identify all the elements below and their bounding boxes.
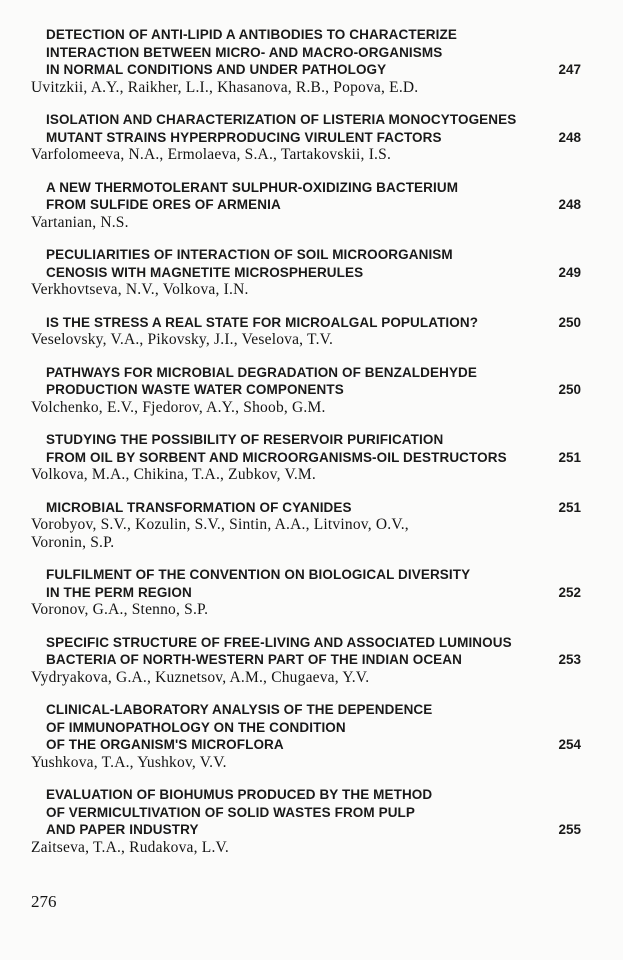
entry-title-row (31, 111, 581, 146)
entry-title (31, 701, 550, 754)
entry-title-row (31, 499, 581, 517)
entry-title (31, 431, 550, 466)
title-line: PATHWAYS FOR MICROBIAL DEGRADATION OF BENZALDEHYDE (46, 364, 478, 380)
entry-page-number: 249 (558, 264, 581, 280)
entry-title-row (31, 566, 581, 601)
author-line: Voronov, G.A., Stenno, S.P. (31, 601, 209, 618)
entry-title (31, 314, 550, 332)
title-line: IN NORMAL CONDITIONS AND UNDER PATHOLOGY (46, 62, 387, 77)
title-line: MUTANT STRAINS HYPERPRODUCING VIRULENT FACTORS (46, 129, 442, 145)
author-line: Veselovsky, V.A., Pikovsky, J.I., Veselova, T.V. (31, 331, 334, 348)
title-line: FROM OIL BY SORBENT AND MICROORGANISMS-OIL DESTRUCTORS (46, 449, 507, 465)
entry-title (31, 499, 550, 517)
title-line: OF VERMICULTIVATION OF SOLID WASTES FROM PULP (46, 804, 415, 820)
entry-title-row (31, 431, 581, 466)
title-line: OF THE ORGANISM'S MICROFLORA (46, 737, 284, 752)
toc-entry (31, 431, 581, 484)
entry-authors (31, 399, 581, 417)
toc-entry (31, 246, 581, 299)
entry-page-number: 250 (558, 382, 581, 397)
entry-page-number: 254 (558, 737, 581, 752)
title-line: DETECTION OF ANTI-LIPID A ANTIBODIES TO CHARACTERIZE (46, 27, 457, 42)
toc-entries (31, 26, 581, 856)
entry-page-number: 248 (558, 197, 581, 212)
entry-title-row (31, 246, 581, 281)
toc-entry (31, 701, 581, 771)
entry-page-number: 253 (558, 652, 581, 667)
title-line: FROM SULFIDE ORES OF ARMENIA (46, 197, 281, 212)
entry-authors (31, 79, 581, 97)
title-line: CLINICAL-LABORATORY ANALYSIS OF THE DEPENDENCE (46, 702, 433, 717)
entry-page-number: 247 (558, 62, 581, 77)
entry-title-row (31, 701, 581, 754)
title-line: OF IMMUNOPATHOLOGY ON THE CONDITION (46, 719, 346, 735)
entry-authors (31, 281, 581, 299)
entry-title-row (31, 364, 581, 399)
entry-authors (31, 839, 581, 857)
entry-title (31, 26, 550, 79)
title-line: AND PAPER INDUSTRY (46, 822, 199, 837)
title-line: PECULIARITIES OF INTERACTION OF SOIL MICROORGANISM (46, 247, 453, 262)
title-line: CENOSIS WITH MAGNETITE MICROSPHERULES (46, 264, 364, 280)
entry-title (31, 364, 550, 399)
title-line: MICROBIAL TRANSFORMATION OF CYANIDES (46, 499, 352, 515)
entry-title (31, 634, 550, 669)
entry-title (31, 246, 550, 281)
entry-title (31, 179, 550, 214)
toc-entry (31, 634, 581, 687)
author-line: Zaitseva, T.A., Rudakova, L.V. (31, 838, 229, 856)
entry-authors (31, 466, 581, 484)
entry-page-number: 248 (558, 129, 581, 145)
entry-authors (31, 214, 581, 232)
author-line: Vydryakova, G.A., Kuznetsov, A.M., Chugaeva, Y.V. (31, 668, 370, 686)
toc-entry (31, 364, 581, 417)
author-line: Yushkova, T.A., Yushkov, V.V. (31, 753, 227, 771)
entry-authors (31, 331, 581, 349)
author-line: Vartanian, N.S. (31, 213, 129, 231)
title-line: FULFILMENT OF THE CONVENTION ON BIOLOGICAL DIVERSITY (46, 567, 471, 582)
entry-page-number: 252 (558, 584, 581, 600)
entry-authors (31, 516, 581, 551)
entry-page-number: 251 (558, 449, 581, 465)
entry-title-row (31, 314, 581, 332)
toc-entry (31, 786, 581, 856)
title-line: A NEW THERMOTOLERANT SULPHUR-OXIDIZING BACTERIUM (46, 179, 459, 195)
entry-title-row (31, 26, 581, 79)
entry-title (31, 786, 550, 839)
entry-title (31, 111, 550, 146)
author-line: Volchenko, E.V., Fjedorov, A.Y., Shoob, G.M. (31, 398, 326, 416)
title-line: STUDYING THE POSSIBILITY OF RESERVOIR PURIFICATION (46, 432, 444, 447)
toc-entry (31, 499, 581, 552)
entry-authors (31, 669, 581, 687)
author-line: Volkova, M.A., Chikina, T.A., Zubkov, V.M. (31, 466, 316, 483)
entry-authors (31, 601, 581, 619)
title-line: PRODUCTION WASTE WATER COMPONENTS (46, 382, 344, 397)
entry-title-row (31, 634, 581, 669)
title-line: EVALUATION OF BIOHUMUS PRODUCED BY THE METHOD (46, 787, 433, 802)
folio-number: 276 (31, 892, 57, 911)
entry-page-number: 255 (558, 822, 581, 837)
title-line: SPECIFIC STRUCTURE OF FREE-LIVING AND ASSOCIATED LUMINOUS (46, 634, 512, 650)
toc-entry (31, 314, 581, 349)
entry-title (31, 566, 550, 601)
author-line: Vorobyov, S.V., Kozulin, S.V., Sintin, A.A., Litvinov, O.V., (31, 516, 409, 533)
toc-entry (31, 111, 581, 164)
entry-authors (31, 754, 581, 772)
toc-entry (31, 566, 581, 619)
toc-entry (31, 26, 581, 96)
author-line: Verkhovtseva, N.V., Volkova, I.N. (31, 281, 249, 298)
author-line: Voronin, S.P. (31, 533, 115, 551)
title-line: INTERACTION BETWEEN MICRO- AND MACRO-ORGANISMS (46, 44, 443, 60)
entry-page-number: 251 (558, 499, 581, 515)
author-line: Uvitzkii, A.Y., Raikher, L.I., Khasanova, R.B., Popova, E.D. (31, 78, 419, 96)
toc-entry (31, 179, 581, 232)
title-line: BACTERIA OF NORTH-WESTERN PART OF THE INDIAN OCEAN (46, 652, 462, 667)
entry-authors (31, 146, 581, 164)
entry-title-row (31, 179, 581, 214)
entry-title-row (31, 786, 581, 839)
title-line: ISOLATION AND CHARACTERIZATION OF LISTERIA MONOCYTOGENES (46, 112, 517, 127)
title-line: IS THE STRESS A REAL STATE FOR MICROALGAL POPULATION? (46, 314, 479, 330)
title-line: IN THE PERM REGION (46, 584, 192, 600)
author-line: Varfolomeeva, N.A., Ermolaeva, S.A., Tartakovskii, I.S. (31, 146, 392, 163)
entry-page-number: 250 (558, 314, 581, 330)
